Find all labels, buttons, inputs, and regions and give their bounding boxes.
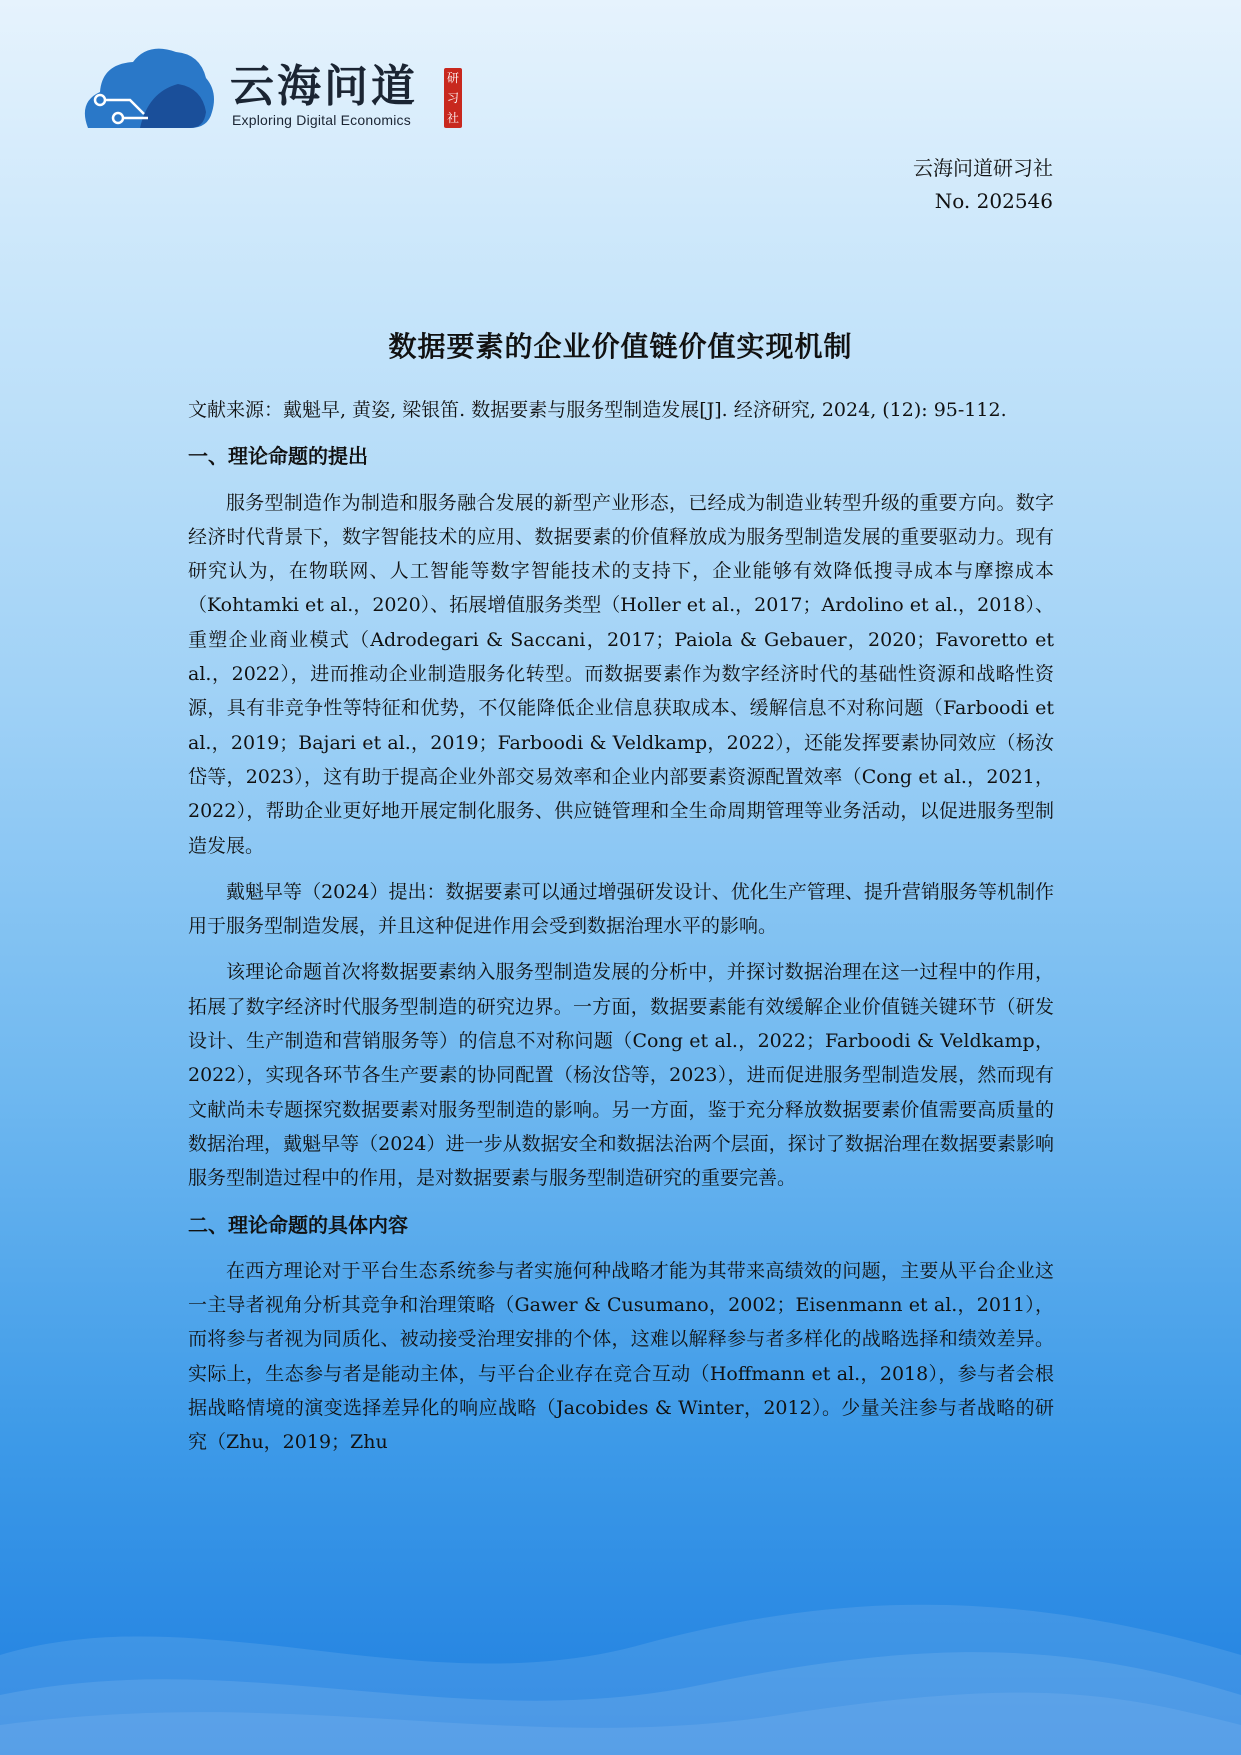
- logo-seal-char: 研: [446, 71, 459, 85]
- section-heading: 一、理论命题的提出: [188, 444, 368, 469]
- issue-header: [913, 152, 1053, 218]
- logo-seal-char: 习: [446, 91, 459, 105]
- issue-number: No. 202546: [934, 189, 1053, 213]
- logo-name-cn: 云海问道: [230, 61, 418, 112]
- org-name: 云海问道研习社: [913, 156, 1053, 180]
- brand-logo: [78, 42, 478, 137]
- background-waves: [0, 1535, 1241, 1755]
- paragraph: 该理论命题首次将数据要素纳入服务型制造发展的分析中，并探讨数据治理在这一过程中的作用，拓展了数字经济时代服务型制造的研究边界。一方面，数据要素能有效缓解企业价值链关键环节（研发设计、生产制造和营销服务等）的信息不对称问题（Cong et al.，2022；Farboodi & Veldkamp，2022），实现各环节各生产要素的协同配置（杨汝岱等，2023），进而促进服务型制造发展，然而现有文献尚未专题探究数据要素对服务型制造的影响。另一方面，鉴于充分释放数据要素价值需要高质量的数据治理，戴魁早等（2024）进一步从数据安全和数据法治两个层面，探讨了数据治理在数据要素影响服务型制造过程中的作用，是对数据要素与服务型制造研究的重要完善。: [188, 961, 1054, 1190]
- paragraph: 服务型制造作为制造和服务融合发展的新型产业形态，已经成为制造业转型升级的重要方向。数字经济时代背景下，数字智能技术的应用、数据要素的价值释放成为服务型制造发展的重要驱动力。现有研究认为，在物联网、人工智能等数字智能技术的支持下，企业能够有效降低搜寻成本与摩擦成本（Kohtamki et al.，2020）、拓展增值服务类型（Holler et al.，2017；Ardolino et al.，2018）、重塑企业商业模式（Adrodegari & Saccani，2017；Paiola & Gebauer，2020；Favoretto et al.，2022），进而推动企业制造服务化转型。而数据要素作为数字经济时代的基础性资源和战略性资源，具有非竞争性等特征和优势，不仅能降低企业信息获取成本、缓解信息不对称问题（Farboodi et al.，2019；Bajari et al.，2019；Farboodi & Veldkamp，2022），还能发挥要素协同效应（杨汝岱等，2023），这有助于提高企业外部交易效率和企业内部要素资源配置效率（Cong et al.，2021，2022），帮助企业更好地开展定制化服务、供应链管理和全生命周期管理等业务活动，以促进服务型制造发展。: [188, 491, 1054, 857]
- cloud-circuit-icon: [78, 42, 218, 132]
- source-citation: 文献来源：戴魁早, 黄姿, 梁银笛. 数据要素与服务型制造发展[J]. 经济研究, 2024, (12): 95-112.: [188, 399, 1007, 421]
- paragraph: 戴魁早等（2024）提出：数据要素可以通过增强研发设计、优化生产管理、提升营销服务等机制作用于服务型制造发展，并且这种促进作用会受到数据治理水平的影响。: [188, 880, 1054, 938]
- document-body: [188, 393, 1054, 1472]
- section-heading: 二、理论命题的具体内容: [188, 1212, 408, 1237]
- logo-seal-char: 社: [446, 111, 459, 125]
- document-title: 数据要素的企业价值链价值实现机制: [388, 330, 853, 363]
- logo-seal: [444, 68, 462, 128]
- logo-name-en: Exploring Digital Economics: [232, 112, 411, 128]
- paragraph: 在西方理论对于平台生态系统参与者实施何种战略才能为其带来高绩效的问题，主要从平台企业这一主导者视角分析其竞争和治理策略（Gawer & Cusumano，2002；Eisenmann et al.，2011），而将参与者视为同质化、被动接受治理安排的个体，这难以解释参与者多样化的战略选择和绩效差异。实际上，生态参与者是能动主体，与平台企业存在竞合互动（Hoffmann et al.，2018），参与者会根据战略情境的演变选择差异化的响应战略（Jacobides & Winter，2012）。少量关注参与者战略的研究（Zhu，2019；Zhu: [188, 1259, 1054, 1454]
